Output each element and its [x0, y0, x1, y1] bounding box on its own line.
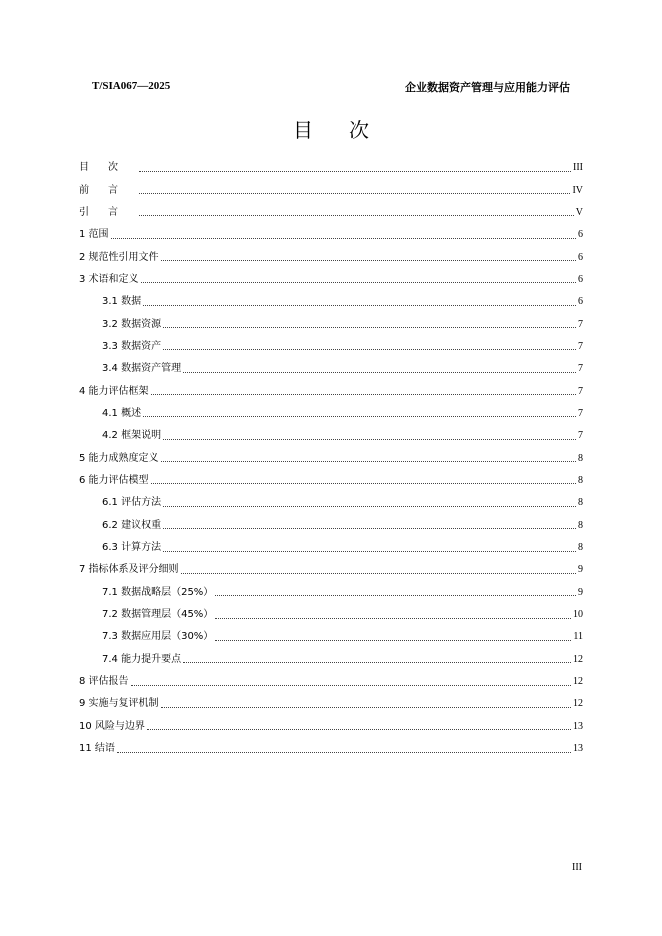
toc-entry-page: 11	[573, 631, 583, 643]
toc-entry-label: 3 术语和定义	[79, 273, 139, 285]
toc-entry-label: 7.4 能力提升要点	[102, 653, 182, 665]
toc-entry[interactable]	[79, 403, 583, 425]
toc-entry[interactable]	[79, 380, 583, 402]
toc-dot-leader	[163, 551, 576, 552]
toc-entry-label: 6 能力评估模型	[79, 474, 149, 486]
toc-entry-label: 4.1 概述	[102, 407, 142, 419]
toc-entry[interactable]	[79, 470, 583, 492]
toc-entry-page: 6	[578, 273, 583, 285]
toc-entry-label: 4 能力评估框架	[79, 385, 149, 397]
toc-dot-leader	[151, 483, 576, 484]
toc-entry-page: 13	[573, 720, 583, 732]
toc-entry[interactable]	[79, 336, 583, 358]
toc-entry-label: 10 风险与边界	[79, 720, 145, 732]
toc-entry-page: 7	[578, 318, 583, 330]
toc-dot-leader	[143, 305, 576, 306]
toc-dot-leader	[139, 171, 571, 172]
toc-entry[interactable]	[79, 492, 583, 514]
toc-dot-leader	[215, 595, 576, 596]
toc-entry-label: 3.1 数据	[102, 296, 142, 308]
toc-entry[interactable]	[79, 224, 583, 246]
toc-entry-page: 6	[578, 229, 583, 241]
toc-entry-label: 7.2 数据管理层（45%）	[102, 609, 214, 621]
toc-dot-leader	[139, 193, 570, 194]
toc-entry-label: 目次	[79, 162, 137, 174]
toc-entry[interactable]	[79, 157, 583, 179]
toc-entry[interactable]	[79, 604, 583, 626]
toc-entry-label: 7.3 数据应用层（30%）	[102, 631, 214, 643]
toc-entry-page: III	[573, 162, 583, 174]
toc-entry[interactable]	[79, 358, 583, 380]
toc-entry[interactable]	[79, 447, 583, 469]
toc-entry-label: 前言	[79, 184, 137, 196]
toc-entry[interactable]	[79, 291, 583, 313]
toc-entry-page: 8	[578, 542, 583, 554]
toc-dot-leader	[147, 729, 571, 730]
toc-entry[interactable]	[79, 246, 583, 268]
toc-entry-label: 3.4 数据资产管理	[102, 363, 182, 375]
toc-entry[interactable]	[79, 559, 583, 581]
toc-entry-label: 4.2 框架说明	[102, 430, 162, 442]
toc-dot-leader	[151, 394, 576, 395]
toc-entry[interactable]	[79, 515, 583, 537]
toc-entry-page: 12	[573, 653, 583, 665]
standard-code: T/SIA067—2025	[92, 80, 171, 92]
toc-entry-label: 2 规范性引用文件	[79, 251, 159, 263]
toc-entry-page: 12	[573, 698, 583, 710]
toc-dot-leader	[215, 618, 571, 619]
toc-dot-leader	[117, 752, 571, 753]
toc-entry[interactable]	[79, 582, 583, 604]
toc-entry[interactable]	[79, 716, 583, 738]
toc-dot-leader	[183, 372, 576, 373]
toc-dot-leader	[163, 528, 576, 529]
toc-dot-leader	[139, 215, 574, 216]
toc-dot-leader	[161, 461, 576, 462]
toc-entry-page: 13	[573, 743, 583, 755]
toc-entry-label: 9 实施与复评机制	[79, 698, 159, 710]
toc-dot-leader	[143, 416, 576, 417]
toc-entry-label: 7 指标体系及评分细则	[79, 564, 179, 576]
toc-entry-page: 8	[578, 474, 583, 486]
toc-dot-leader	[131, 685, 571, 686]
toc-entry-page: 12	[573, 676, 583, 688]
page-title: 目次	[293, 118, 405, 142]
toc-dot-leader	[161, 707, 571, 708]
toc-dot-leader	[215, 640, 571, 641]
toc-entry-page: 6	[578, 251, 583, 263]
page-number: III	[572, 862, 582, 873]
toc-dot-leader	[163, 327, 576, 328]
toc-entry-page: 8	[578, 519, 583, 531]
toc-entry-label: 3.3 数据资产	[102, 340, 162, 352]
toc-entry-page: 9	[578, 586, 583, 598]
toc-dot-leader	[163, 506, 576, 507]
toc-entry-label: 1 范围	[79, 229, 109, 241]
toc-entry[interactable]	[79, 313, 583, 335]
document-title: 企业数据资产管理与应用能力评估	[405, 81, 570, 94]
toc-entry-page: 8	[578, 497, 583, 509]
toc-entry[interactable]	[79, 269, 583, 291]
toc-entry-page: IV	[572, 184, 583, 196]
toc-entry-page: 7	[578, 340, 583, 352]
toc-entry-page: 8	[578, 452, 583, 464]
toc-entry-label: 5 能力成熟度定义	[79, 452, 159, 464]
toc-dot-leader	[181, 573, 576, 574]
toc-entry-page: 7	[578, 385, 583, 397]
toc-dot-leader	[111, 238, 576, 239]
toc-entry[interactable]	[79, 649, 583, 671]
toc-entry[interactable]	[79, 179, 583, 201]
toc-entry-page: 9	[578, 564, 583, 576]
toc-entry[interactable]	[79, 738, 583, 760]
toc-entry-label: 6.2 建议权重	[102, 519, 162, 531]
toc-entry-label: 8 评估报告	[79, 676, 129, 688]
toc-entry-label: 6.1 评估方法	[102, 497, 162, 509]
toc-dot-leader	[163, 349, 576, 350]
toc-entry-page: 7	[578, 363, 583, 375]
toc-dot-leader	[141, 282, 576, 283]
toc-entry-label: 引言	[79, 206, 137, 218]
toc-entry-page: 7	[578, 430, 583, 442]
toc-entry-label: 11 结语	[79, 743, 115, 755]
toc-entry[interactable]	[79, 693, 583, 715]
toc-entry-label: 3.2 数据资源	[102, 318, 162, 330]
toc-entry[interactable]	[79, 202, 583, 224]
toc-entry-page: 7	[578, 407, 583, 419]
toc-entry-page: 10	[573, 609, 583, 621]
toc-entry-page: 6	[578, 296, 583, 308]
toc-entry[interactable]	[79, 425, 583, 447]
table-of-contents	[79, 157, 583, 760]
toc-dot-leader	[161, 260, 576, 261]
toc-entry[interactable]	[79, 626, 583, 648]
toc-entry-page: V	[575, 206, 583, 218]
toc-dot-leader	[163, 439, 576, 440]
toc-entry[interactable]	[79, 537, 583, 559]
toc-entry[interactable]	[79, 671, 583, 693]
toc-entry-label: 6.3 计算方法	[102, 542, 162, 554]
toc-entry-label: 7.1 数据战略层（25%）	[102, 586, 214, 598]
toc-dot-leader	[183, 662, 571, 663]
